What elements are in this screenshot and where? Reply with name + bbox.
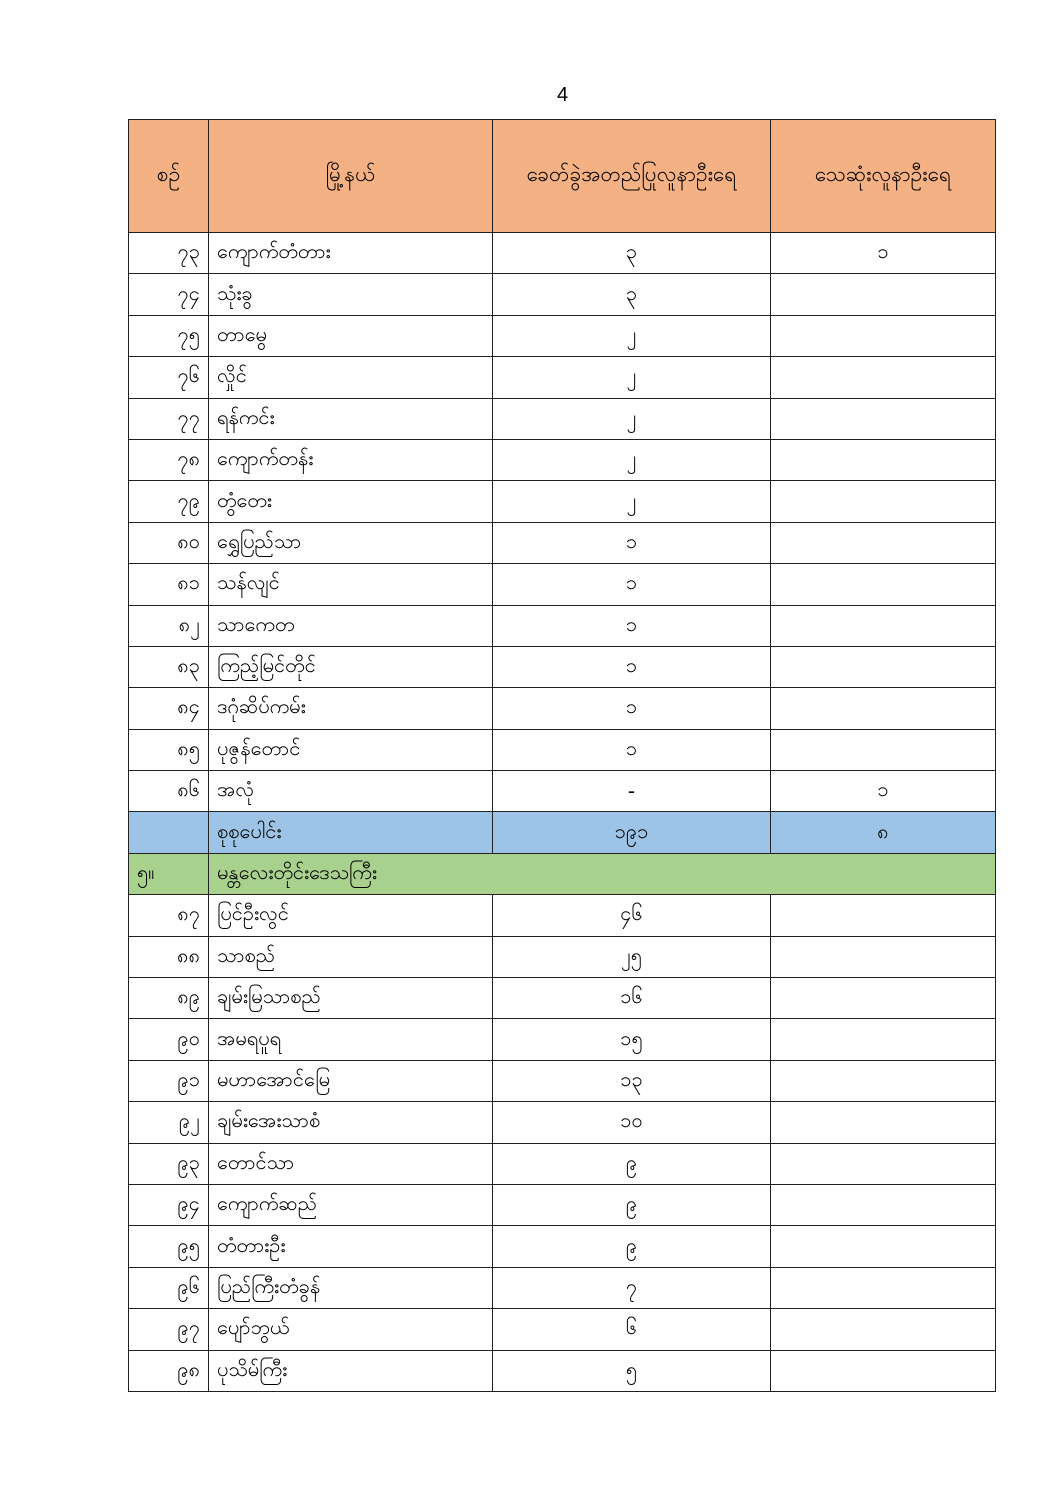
confirmed-count: ၉	[493, 1143, 771, 1184]
death-count	[771, 1060, 996, 1101]
row-number: ၉၃	[129, 1143, 209, 1184]
death-count	[771, 729, 996, 770]
township-name: ပုသိမ်ကြီး	[209, 1350, 493, 1391]
table-row	[129, 233, 996, 274]
township-name: ပြည်ကြီးတံခွန်	[209, 1267, 493, 1308]
township-name: သုံးခွ	[209, 274, 493, 315]
table-header-row	[129, 120, 996, 233]
death-count	[771, 315, 996, 356]
township-name: ရွှေပြည်သာ	[209, 522, 493, 563]
death-count	[771, 688, 996, 729]
table-row	[129, 688, 996, 729]
section-title: မန္တလေးတိုင်းဒေသကြီး	[209, 853, 996, 894]
total-label: စုစုပေါင်း	[209, 812, 493, 853]
death-count	[771, 522, 996, 563]
section-number: ၅။	[129, 853, 209, 894]
death-count	[771, 1102, 996, 1143]
confirmed-count: ၂	[493, 398, 771, 439]
death-count	[771, 1350, 996, 1391]
death-count	[771, 1267, 996, 1308]
confirmed-count: ၂	[493, 357, 771, 398]
header-serial: စဉ်	[129, 120, 209, 233]
table-row	[129, 1184, 996, 1225]
table-body-b	[129, 895, 996, 1392]
row-number: ၈၉	[129, 978, 209, 1019]
header-deaths: သေဆုံးလူနာဦးရေ	[771, 120, 996, 233]
table-row	[129, 357, 996, 398]
table-row	[129, 522, 996, 563]
table-row	[129, 1060, 996, 1101]
death-count	[771, 439, 996, 480]
header-confirmed: ခေတ်ခွဲအတည်ပြုလူနာဦးရေ	[493, 120, 771, 233]
confirmed-count: ၃	[493, 233, 771, 274]
row-number: ၈၂	[129, 605, 209, 646]
death-count	[771, 481, 996, 522]
township-name: ကျောက်တံတား	[209, 233, 493, 274]
confirmed-count: ၁	[493, 646, 771, 687]
confirmed-count: ၁၀	[493, 1102, 771, 1143]
row-number: ၈၆	[129, 771, 209, 812]
row-number: ၉၄	[129, 1184, 209, 1225]
confirmed-count: ၂၅	[493, 936, 771, 977]
confirmed-count: ၁၅	[493, 1019, 771, 1060]
table-row	[129, 1143, 996, 1184]
confirmed-count: ၁	[493, 522, 771, 563]
township-name: ဒဂုံဆိပ်ကမ်း	[209, 688, 493, 729]
row-number: ၇၆	[129, 357, 209, 398]
total-row	[129, 812, 996, 853]
total-confirmed: ၁၉၁	[493, 812, 771, 853]
confirmed-count: ၂	[493, 481, 771, 522]
confirmed-count: -	[493, 771, 771, 812]
table-row	[129, 481, 996, 522]
township-name: ရန်ကင်း	[209, 398, 493, 439]
death-count: ၁	[771, 771, 996, 812]
row-number: ၇၈	[129, 439, 209, 480]
township-name: ချမ်းအေးသာစံ	[209, 1102, 493, 1143]
row-number: ၉၅	[129, 1226, 209, 1267]
table-row	[129, 605, 996, 646]
row-number: ၉၇	[129, 1309, 209, 1350]
table-row	[129, 978, 996, 1019]
township-name: ကျောက်တန်း	[209, 439, 493, 480]
table-row	[129, 1019, 996, 1060]
table-row	[129, 1226, 996, 1267]
confirmed-count: ၇	[493, 1267, 771, 1308]
death-count	[771, 1309, 996, 1350]
death-count	[771, 895, 996, 936]
township-name: လှိုင်	[209, 357, 493, 398]
row-number: ၈၀	[129, 522, 209, 563]
township-name: တွံတေး	[209, 481, 493, 522]
death-count: ၁	[771, 233, 996, 274]
row-number: ၇၇	[129, 398, 209, 439]
table-row	[129, 1102, 996, 1143]
township-name: ချမ်းမြသာစည်	[209, 978, 493, 1019]
row-number: ၉၁	[129, 1060, 209, 1101]
table-row	[129, 398, 996, 439]
confirmed-count: ၁	[493, 564, 771, 605]
row-number: ၉၆	[129, 1267, 209, 1308]
township-name: တောင်သာ	[209, 1143, 493, 1184]
table-row	[129, 1309, 996, 1350]
table-body-a	[129, 233, 996, 812]
table-row	[129, 646, 996, 687]
table-row	[129, 1267, 996, 1308]
table-row	[129, 936, 996, 977]
township-name: သာစည်	[209, 936, 493, 977]
confirmed-count: ၁	[493, 729, 771, 770]
confirmed-count: ၁	[493, 688, 771, 729]
death-count	[771, 646, 996, 687]
death-count	[771, 1226, 996, 1267]
death-count	[771, 936, 996, 977]
death-count	[771, 274, 996, 315]
confirmed-count: ၅	[493, 1350, 771, 1391]
table-row	[129, 771, 996, 812]
death-count	[771, 398, 996, 439]
row-number: ၈၁	[129, 564, 209, 605]
confirmed-count: ၃	[493, 274, 771, 315]
township-name: ကြည့်မြင်တိုင်	[209, 646, 493, 687]
row-number: ၈၃	[129, 646, 209, 687]
confirmed-count: ၁၃	[493, 1060, 771, 1101]
confirmed-count: ၁၆	[493, 978, 771, 1019]
death-count	[771, 1184, 996, 1225]
township-name: မဟာအောင်မြေ	[209, 1060, 493, 1101]
township-name: အမရပူရ	[209, 1019, 493, 1060]
confirmed-count: ၉	[493, 1226, 771, 1267]
table-body-total	[129, 812, 996, 895]
region-section-row	[129, 853, 996, 894]
table-row	[129, 1350, 996, 1391]
death-count	[771, 357, 996, 398]
township-name: အလုံ	[209, 771, 493, 812]
township-name: ပျော်ဘွယ်	[209, 1309, 493, 1350]
row-number: ၇၃	[129, 233, 209, 274]
confirmed-count: ၂	[493, 439, 771, 480]
total-deaths: ၈	[771, 812, 996, 853]
death-count	[771, 1019, 996, 1060]
table-row	[129, 315, 996, 356]
confirmed-count: ၁	[493, 605, 771, 646]
row-number: ၉၂	[129, 1102, 209, 1143]
row-number: ၇၉	[129, 481, 209, 522]
table-row	[129, 564, 996, 605]
death-count	[771, 564, 996, 605]
confirmed-count: ၆	[493, 1309, 771, 1350]
row-number: ၈၇	[129, 895, 209, 936]
row-number: ၉၈	[129, 1350, 209, 1391]
confirmed-count: ၂	[493, 315, 771, 356]
table-row	[129, 274, 996, 315]
row-number: ၈၄	[129, 688, 209, 729]
row-number: ၇၄	[129, 274, 209, 315]
confirmed-count: ၄၆	[493, 895, 771, 936]
death-count	[771, 1143, 996, 1184]
township-name: ကျောက်ဆည်	[209, 1184, 493, 1225]
township-name: တံတားဦး	[209, 1226, 493, 1267]
cases-table	[128, 119, 996, 1392]
death-count	[771, 605, 996, 646]
table-row	[129, 895, 996, 936]
row-number: ၈၈	[129, 936, 209, 977]
death-count	[771, 978, 996, 1019]
header-township: မြို့နယ်	[209, 120, 493, 233]
page-number: 4	[556, 84, 569, 106]
table-row	[129, 729, 996, 770]
township-name: တာမွေ	[209, 315, 493, 356]
township-name: သန်လျင်	[209, 564, 493, 605]
township-name: သာကေတ	[209, 605, 493, 646]
table-row	[129, 439, 996, 480]
row-number: ၈၅	[129, 729, 209, 770]
confirmed-count: ၉	[493, 1184, 771, 1225]
total-serial	[129, 812, 209, 853]
row-number: ၉၀	[129, 1019, 209, 1060]
township-name: ပုဇွန်တောင်	[209, 729, 493, 770]
row-number: ၇၅	[129, 315, 209, 356]
township-name: ပြင်ဦးလွင်	[209, 895, 493, 936]
